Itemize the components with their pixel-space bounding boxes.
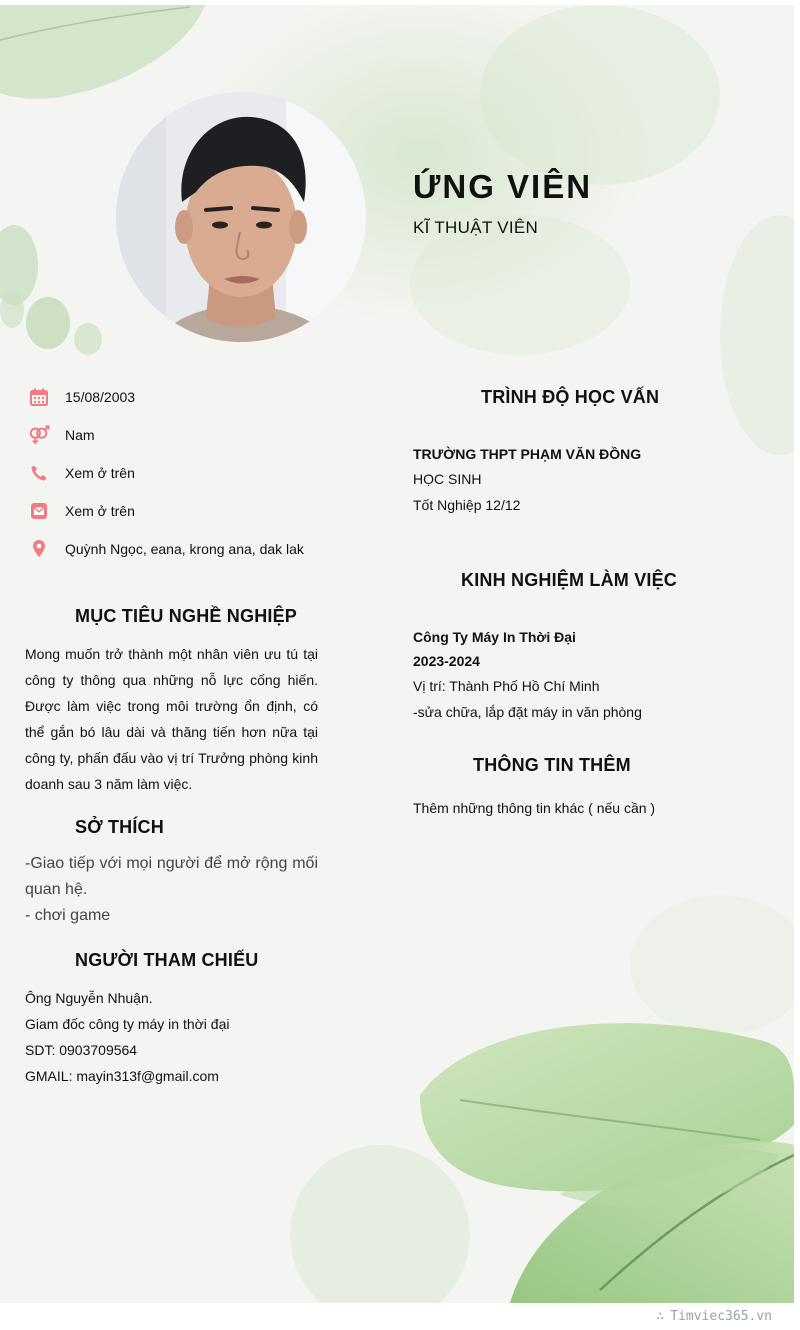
- job-title: KĨ THUẬT VIÊN: [413, 218, 539, 237]
- hobbies-title: SỞ THÍCH: [75, 817, 164, 837]
- hobby-item: - chơi game: [25, 907, 111, 924]
- hobby-item: -Giao tiếp với mọi người để mở rộng mối quan hệ.: [25, 855, 318, 898]
- reference-line: GMAIL: mayin313f@gmail.com: [25, 1068, 219, 1084]
- contact-phone: [28, 460, 135, 486]
- sparkle-icon: ∴: [656, 1309, 665, 1324]
- contact-birthday: [28, 384, 136, 410]
- contact-email: [28, 498, 135, 524]
- education-role: HỌC SINH: [413, 471, 482, 487]
- address-value: Quỳnh Ngọc, eana, krong ana, dak lak: [65, 541, 304, 557]
- work-period: 2023-2024: [413, 653, 480, 669]
- extra-info-text: Thêm những thông tin khác ( nếu cần ): [413, 800, 656, 816]
- references-title: NGƯỜI THAM CHIẾU: [75, 950, 259, 970]
- work-task: -sửa chữa, lắp đặt máy in văn phòng: [413, 704, 642, 720]
- phone-icon: [28, 462, 50, 484]
- reference-line: Giam đốc công ty máy in thời đại: [25, 1016, 230, 1032]
- gender-icon: [28, 424, 50, 446]
- brand-text: Timviec365.vn: [670, 1309, 772, 1324]
- avatar-photo: [116, 92, 366, 342]
- cv-page: [0, 5, 794, 1303]
- avatar-illustration: [116, 92, 366, 342]
- gender-value: Nam: [65, 427, 95, 443]
- email-value: Xem ở trên: [65, 503, 135, 519]
- contact-address: [28, 536, 304, 562]
- extra-info-title: THÔNG TIN THÊM: [473, 755, 631, 775]
- email-icon: [28, 500, 50, 522]
- school-name: TRƯỜNG THPT PHẠM VĂN ĐỒNG: [413, 446, 642, 462]
- education-title: TRÌNH ĐỘ HỌC VẤN: [481, 387, 660, 407]
- birthday-value: 15/08/2003: [65, 389, 136, 405]
- candidate-name: ỨNG VIÊN: [413, 168, 593, 205]
- work-position: Vị trí: Thành Phố Hồ Chí Minh: [413, 678, 600, 694]
- reference-line: SDT: 0903709564: [25, 1042, 138, 1058]
- location-icon: [28, 538, 50, 560]
- phone-value: Xem ở trên: [65, 465, 135, 481]
- footer-brand: [656, 1309, 772, 1324]
- company-name: Công Ty Máy In Thời Đại: [413, 629, 576, 645]
- objective-text: Mong muốn trở thành một nhân viên ưu tú tại công ty thông qua những nỗ lực cống hiến. Được làm việc trong môi trường ổn định, có thể gắn bó lâu dài và thăng tiến hơn nữa tại công ty, phấn đấu vào vị trí Trưởng phòng kinh doanh sau 3 năm làm việc.: [25, 646, 318, 792]
- education-detail: Tốt Nghiệp 12/12: [413, 497, 521, 513]
- calendar-icon: [28, 386, 50, 408]
- reference-line: Ông Nguyễn Nhuận.: [25, 990, 153, 1006]
- objective-title: MỤC TIÊU NGHỀ NGHIỆP: [75, 606, 298, 626]
- experience-title: KINH NGHIỆM LÀM VIỆC: [461, 570, 678, 590]
- contact-gender: [28, 422, 95, 448]
